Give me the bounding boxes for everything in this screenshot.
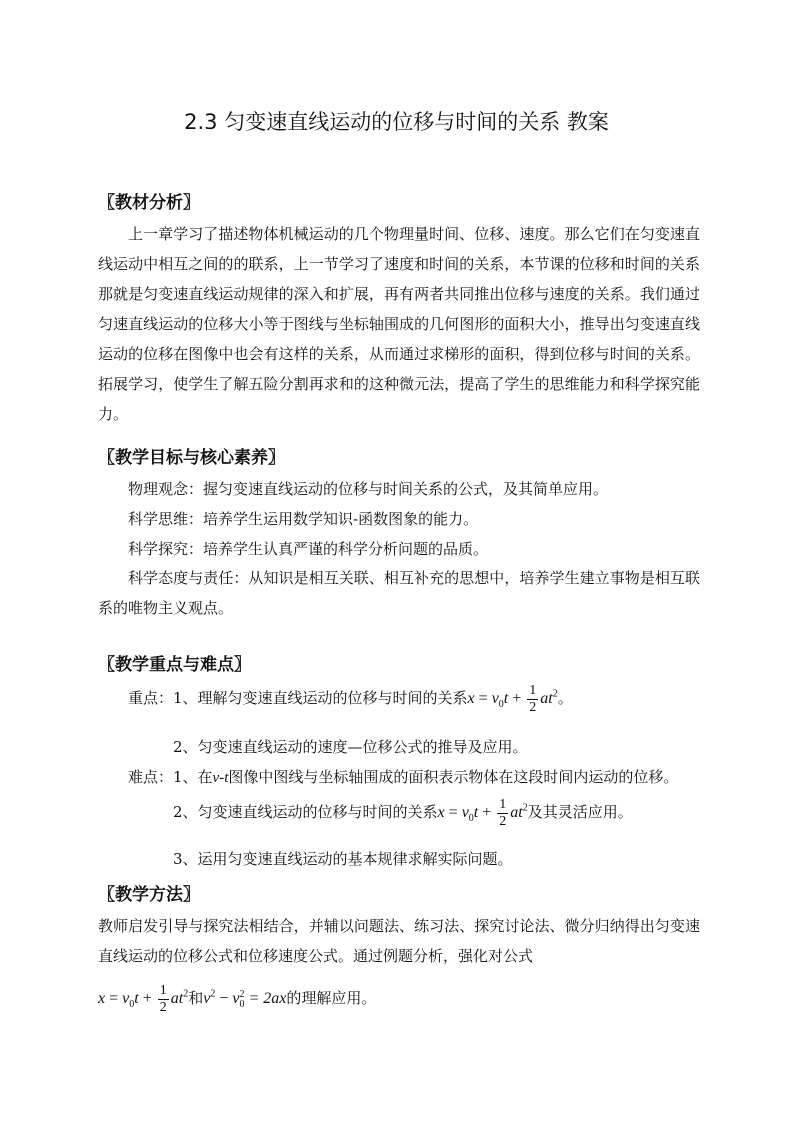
method-formula-line: $x = v_0t$ + $\frac{1}{2}$ $at^2$和$v^2 - v_0^2 = 2ax$的理解应用。 [98,983,377,1015]
formula-displacement-time: $x = v_0t$ + $\frac{1}{2}$ $at^2$ [437,797,528,829]
section-heading-goals: 〖教学目标与核心素养〗 [98,448,285,468]
key-point-1-text: 重点：1、理解匀变速直线运动的位移与时间的关系 [128,689,468,708]
section-heading-key-points: 〖教学重点与难点〗 [98,655,251,675]
difficulty-3: 3、运用匀变速直线运动的基本规律求解实际问题。 [173,850,513,868]
section-heading-method: 〖教学方法〗 [98,885,200,905]
goal-item: 科学思维：培养学生运用数学知识-函数图象的能力。 [128,510,479,528]
key-point-2: 2、匀变速直线运动的速度—位移公式的推导及应用。 [173,738,528,756]
section-heading-analysis: 〖教材分析〗 [98,193,200,213]
difficulty-2: 2、匀变速直线运动的位移与时间的关系$x = v_0t$ + $\frac{1}{2}$ $at^2$及其灵活应用。 [173,797,633,829]
formula-velocity-displacement: $v^2 - v_0^2 = 2ax$ [203,988,287,1011]
formula-displacement-time: $x = v_0t$ + $\frac{1}{2}$ $at^2$ [467,683,558,715]
analysis-paragraph: 上一章学习了描述物体机械运动的几个物理量时间、位移、速度。那么它们在匀变速直线运动中相互之间的的联系，上一节学习了速度和时间的关系，本节课的位移和时间的关系那就是匀变速直线运动规律的深入和扩展，再有两者共同推出位移与速度的关系。我们通过匀速直线运动的位移大小等于图线与坐标轴围成的几何图形的面积大小，推导出匀变速直线运动的位移在图像中也会有这样的关系，从而通过求梯形的面积，得到位移与时间的关系。拓展学习，使学生了解五险分割再求和的这种微元法，提高了学生的思维能力和科学探究能力。 [98,225,700,423]
key-point-1: 重点：1、理解匀变速直线运动的位移与时间的关系$x = v_0t$ + $\frac{1}{2}$ $at^2$。 [128,683,573,715]
formula-displacement-time: $x = v_0t$ + $\frac{1}{2}$ $at^2$ [98,983,189,1015]
difficulty-1: 难点：1、在v-t图像中图线与坐标轴围成的面积表示物体在这段时间内运动的位移。 [128,768,679,786]
goal-item: 科学态度与责任：从知识是相互关联、相互补充的思想中，培养学生建立事物是相互联系的唯物主义观点。 [98,569,700,617]
goal-item: 科学探究：培养学生认真严谨的科学分析问题的品质。 [128,540,489,558]
method-paragraph: 教师启发引导与探究法相结合，并辅以问题法、练习法、探究讨论法、微分归纳得出匀变速直线运动的位移公式和位移速度公式。通过例题分析，强化对公式 [98,917,700,965]
goal-item: 物理观念：握匀变速直线运动的位移与时间关系的公式，及其简单应用。 [128,480,609,498]
page-title: 2.3 匀变速直线运动的位移与时间的关系 教案 [184,110,609,134]
